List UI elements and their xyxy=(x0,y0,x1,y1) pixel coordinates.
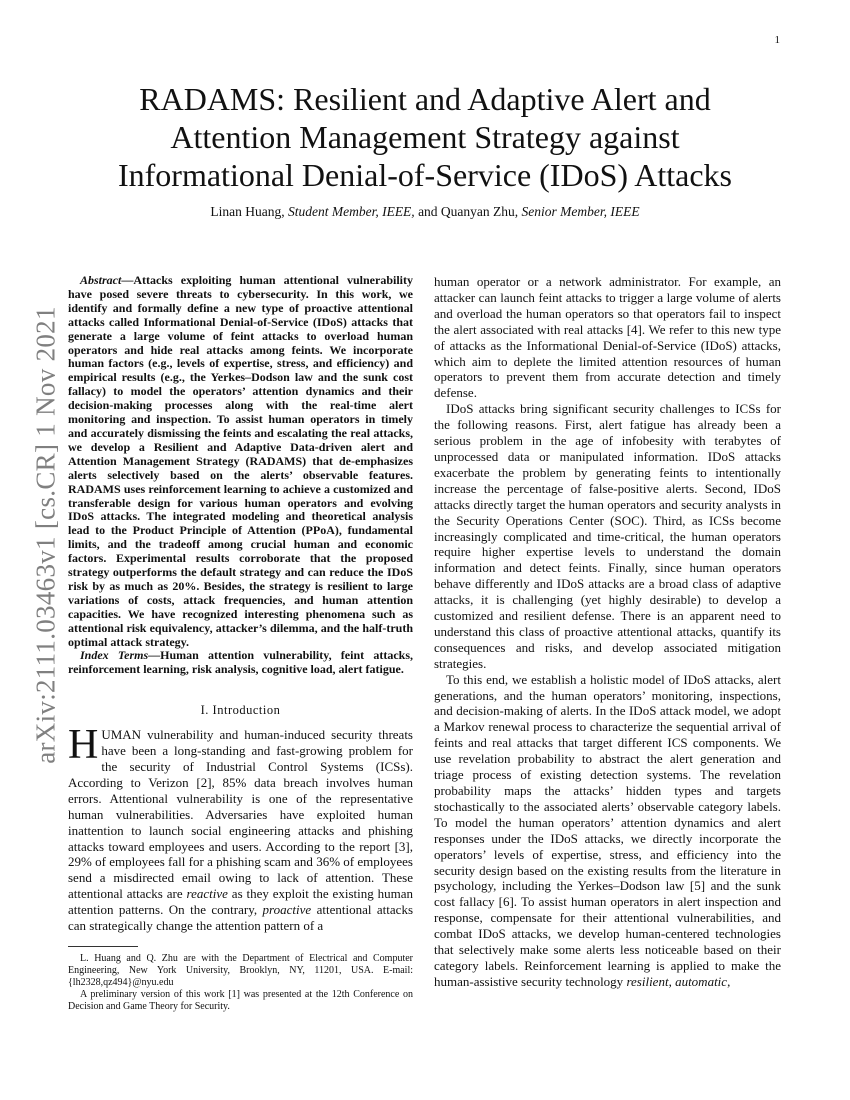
author-1-role: Student Member, IEEE, xyxy=(287,204,415,219)
author-line xyxy=(70,204,780,220)
right-paragraph-2: IDoS attacks bring significant security challenges to ICSs for the following reasons. First, alert fatigue has already been a serious problem in the age of infobesity with terabytes of unprocessed data or manipulated information. IDoS attacks exacerbate the problem by generating feints to intentionally increase the percentage of false-positive alerts. Second, IDoS attacks directly target the human operators and security analysts in the Security Operations Center (SOC). Third, as ICSs become increasingly complicated and time-critical, the human operators require higher expertise levels to understand the domain information and detect feints. Finally, since human operators behave differently and IDoS attacks are a broad class of adaptive attacks, it is challenging (yet highly desirable) to develop a customized and resilient defense. There is an apparent need to understand this class of proactive attentional attacks, quantify its consequences and risks, and develop associated mitigation strategies. xyxy=(434,401,781,671)
title-line-2: Attention Management Strategy against xyxy=(170,119,680,155)
right-paragraph-1: human operator or a network administrator. For example, an attacker can launch feint attacks to trigger a large volume of alerts and overload the human operators so that operators fail to inspect the alert associated with real attacks [4]. We refer to this new type of attacks as the Informational Denial-of-Service (IDoS) attacks, which aim to deplete the limited attention resources of human operators to prevent them from accurate detection and timely defense. xyxy=(434,274,781,401)
title-line-3: Informational Denial-of-Service (IDoS) Attacks xyxy=(117,157,732,193)
intro-text-b: as they exploit the existing human attention patterns. On the contrary, xyxy=(68,886,413,918)
right-p3-end: , xyxy=(727,973,731,989)
index-terms xyxy=(68,649,413,677)
index-terms-text: —Human attention vulnerability, feint attacks, reinforcement learning, risk analysis, cognitive load, alert fatigue. xyxy=(68,648,413,677)
intro-proactive: proactive xyxy=(262,902,312,918)
author-1: Linan Huang, xyxy=(210,204,285,219)
author-2-role: Senior Member, IEEE xyxy=(521,204,640,219)
title-line-1: RADAMS: Resilient and Adaptive Alert and xyxy=(139,81,711,117)
footnote-affiliation: L. Huang and Q. Zhu are with the Department of Electrical and Computer Engineering, New York University, Brooklyn, NY, 11201, USA. E-mail:{lh2328,qz494}@nyu.edu xyxy=(68,952,413,988)
author-conjunction: and Quanyan Zhu, xyxy=(418,204,519,219)
intro-text-a: UMAN vulnerability and human-induced security threats have been a long-standing and fast-growing problem for the security of Industrial Control Systems (ICSs). According to Verizon [2], 85% data breach involves human errors. Attentional vulnerability is one of the representative human vulnerabilities. Adversaries have exploited human inattention to launch social engineering attacks and phishing attacks toward employees and users. According to the report [3], 29% of employees fall for a phishing scam and 36% of employees send a misdirected email owing to lack of attention. These attentional attacks are xyxy=(68,727,413,902)
arxiv-identifier-stamp: arXiv:2111.03463v1 [cs.CR] 1 Nov 2021 xyxy=(30,306,61,764)
index-terms-label: Index Terms xyxy=(80,648,149,663)
page-number: 1 xyxy=(774,34,780,46)
right-p3-sep: , xyxy=(668,973,672,989)
right-p3-text: To this end, we establish a holistic model of IDoS attacks, alert generations, and the human operators’ monitoring, inspections, and decision-making of alerts. In the IDoS attack model, we adopt a Markov renewal process to characterize the sequential arrival of feints and real attacks that target different ICS components. We use revelation probability to abstract the alert generation and triage process of existing detection systems. The revelation probability maps the attacks’ hidden types and targets stochastically to the associated alerts’ observable category labels. To model the human operators’ attention dynamics and alert responses under the IDoS attacks, we directly incorporate the operators’ levels of expertise, stress, and efficiency into the security design based on the existing results from the literature in psychology, including the Yerkes–Dodson law [5] and the sunk cost fallacy [6]. To assist human operators in alert inspection and response, compensate for their attentional vulnerabilities, and combat IDoS attacks, we develop human-centered technologies that selectively make some alerts less noticeable based on their category labels. Reinforcement learning is applied to make the human-assistive security technology xyxy=(434,671,781,989)
footnote-preliminary-version: A preliminary version of this work [1] was presented at the 12th Conference on Decision and Game Theory for Security. xyxy=(68,988,413,1012)
right-p3-resilient: resilient xyxy=(626,973,669,989)
abstract-text: —Attacks exploiting human attentional vulnerability have posed severe threats to cybersecurity. In this work, we identify and formally define a new type of proactive attentional attacks called Informational Denial-of-Service (IDoS) attacks that generate a large volume of feint attacks to overload human operators and hide real attacks among feints. We incorporate human factors (e.g., levels of expertise, stress, and efficiency) and empirical results (e.g., the Yerkes–Dodson law and the sunk cost fallacy) to model the operators’ attention dynamics and their decision-making processes along with the real-time alert monitoring and inspection. To assist human operators in timely and accurately dismissing the feints and escalating the real attacks, we develop a Resilient and Adaptive Data-driven alert and Attention Management Strategy (RADAMS) that de-emphasizes alerts selectively based on the alerts’ observable features. RADAMS uses reinforcement learning to achieve a customized and transferable design for various human operators and evolving IDoS attacks. The integrated modeling and theoretical analysis lead to the Product Principle of Attention (PPoA), fundamental limits, and the tradeoff among crucial human and economic factors. Experimental results corroborate that the proposed strategy outperforms the default strategy and can reduce the IDoS risk by as much as 20%. Besides, the strategy is resilient to large variations of costs, attack frequencies, and human attention capacities. We have recognized interesting phenomena such as attentional risk equivalency, attacker’s dilemma, and the half-truth optimal attack strategy. xyxy=(68,273,413,649)
footnote-divider xyxy=(68,946,138,947)
intro-paragraph-1 xyxy=(68,722,414,934)
intro-text-c: attentional attacks can strategically change the attention pattern of a xyxy=(68,902,414,934)
right-p3-automatic: automatic xyxy=(675,973,728,989)
right-paragraph-3 xyxy=(434,672,781,990)
left-column xyxy=(68,274,413,1013)
right-column xyxy=(434,274,781,990)
paper-title xyxy=(70,80,780,194)
section-heading-introduction: I. Introduction xyxy=(200,703,281,718)
abstract xyxy=(68,274,413,649)
abstract-label: Abstract xyxy=(80,273,122,287)
drop-cap: H xyxy=(68,722,99,769)
intro-reactive: reactive xyxy=(186,886,228,902)
